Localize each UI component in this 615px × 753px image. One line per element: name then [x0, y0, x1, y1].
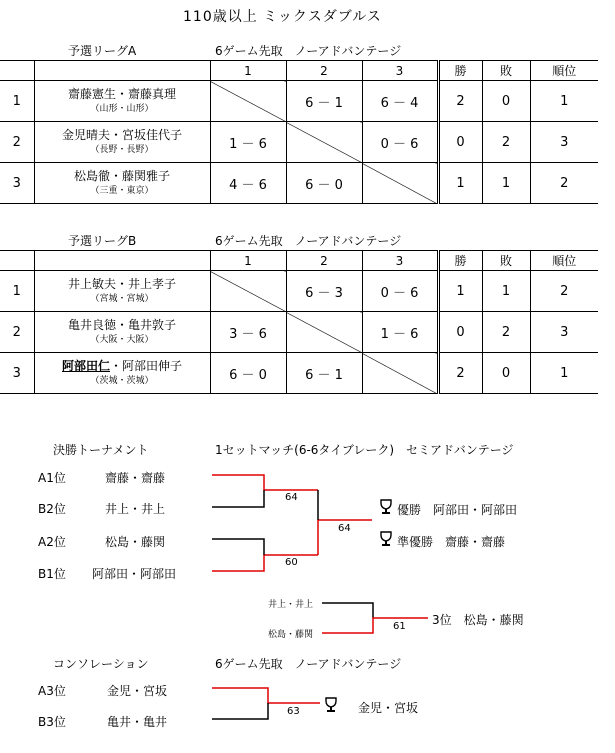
sf2-loser-line: [212, 539, 264, 555]
losses: 0: [482, 81, 530, 122]
col-1: 1: [210, 61, 286, 81]
row-no: 1: [0, 81, 34, 122]
champion-trophy-icon: [381, 500, 391, 514]
players: 井上敏夫・井上孝子: [67, 277, 176, 291]
league-b-rule: 6ゲーム先取 ノーアドバンテージ: [215, 234, 402, 248]
wins: 1: [438, 271, 482, 312]
third-top-team: 井上・井上: [268, 600, 314, 610]
players: 松島徹・藤関雅子: [73, 169, 170, 183]
cons-loser-line: [212, 703, 268, 719]
third-winner-line: [322, 618, 428, 633]
final-rule: 1セットマッチ(6-6タイブレーク) セミアドバンテージ: [215, 443, 514, 457]
runner-up-label: 準優勝 齋藤・齋藤: [397, 535, 506, 549]
col-loss: 敗: [482, 61, 530, 81]
players: 亀井良徳・亀井敦子: [67, 318, 176, 332]
row-no: 3: [0, 353, 34, 394]
final-score: 64: [338, 523, 351, 534]
col-rank: 順位: [530, 251, 598, 271]
wins: 1: [438, 163, 482, 204]
row-no: 3: [0, 163, 34, 204]
wins: 0: [438, 312, 482, 353]
players-highlight: 阿部田仁: [61, 359, 110, 373]
third-result: 3位 松島・藤関: [432, 613, 524, 627]
league-a-name: 予選リーグA: [68, 44, 137, 58]
third-bottom-team: 松島・藤関: [268, 630, 314, 640]
wins: 2: [438, 353, 482, 394]
losses: 2: [482, 122, 530, 163]
rank: 3: [530, 122, 598, 163]
losses: 2: [482, 312, 530, 353]
league-b-name: 予選リーグB: [68, 234, 137, 248]
runner-up-trophy-icon: [381, 532, 391, 546]
score: 0 － 6: [362, 122, 438, 163]
seed-label: A3位: [38, 684, 66, 698]
players-rest: ・阿部田伸子: [110, 359, 183, 373]
third-loser-line: [322, 603, 373, 618]
col-3: 3: [362, 251, 438, 271]
col-rank: 順位: [530, 61, 598, 81]
consolation-winner: 金児・宮坂: [358, 701, 419, 715]
final-name: 決勝トーナメント: [53, 443, 149, 457]
sf2-score: 60: [285, 557, 298, 568]
seed-label: A1位: [38, 471, 66, 485]
row-no: 2: [0, 312, 34, 353]
league-a-rule: 6ゲーム先取 ノーアドバンテージ: [215, 44, 402, 58]
region: （山形・山形）: [90, 104, 154, 114]
seed-label: B3位: [38, 715, 66, 729]
wins: 2: [438, 81, 482, 122]
sf1-score: 64: [285, 492, 298, 503]
players: 金児晴夫・宮坂佳代子: [61, 128, 182, 142]
rank: 2: [530, 163, 598, 204]
rank: 3: [530, 312, 598, 353]
col-2: 2: [286, 251, 362, 271]
seed-label: B1位: [38, 567, 66, 581]
seed-label: A2位: [38, 535, 66, 549]
score: 3 － 6: [210, 312, 286, 353]
rank: 2: [530, 271, 598, 312]
losses: 0: [482, 353, 530, 394]
score: 1 － 6: [210, 122, 286, 163]
region: （長野・長野）: [90, 145, 154, 155]
region: （茨城・茨城）: [90, 376, 154, 386]
team-label: 亀井・亀井: [107, 715, 168, 729]
sf1-loser-line: [212, 490, 264, 507]
score: 6 － 3: [286, 271, 362, 312]
score: 6 － 0: [210, 353, 286, 394]
third-score: 61: [393, 621, 406, 632]
region: （三重・東京）: [90, 186, 154, 196]
col-2: 2: [286, 61, 362, 81]
champion-label: 優勝 阿部田・阿部田: [397, 503, 518, 517]
row-no: 2: [0, 122, 34, 163]
region: （宮城・宮城）: [90, 294, 154, 304]
score: 6 － 1: [286, 353, 362, 394]
team-label: 井上・井上: [105, 502, 166, 516]
team-label: 金児・宮坂: [107, 684, 168, 698]
team-label: 松島・藤関: [105, 535, 166, 549]
seed-label: B2位: [38, 502, 66, 516]
consolation-name: コンソレーション: [53, 657, 149, 671]
score: 6 － 0: [286, 163, 362, 204]
team-label: 阿部田・阿部田: [92, 567, 177, 581]
players: 齋藤憲生・齋藤真理: [67, 87, 176, 101]
rank: 1: [530, 353, 598, 394]
losses: 1: [482, 271, 530, 312]
col-win: 勝: [438, 61, 482, 81]
col-win: 勝: [438, 251, 482, 271]
wins: 0: [438, 122, 482, 163]
consolation-rule: 6ゲーム先取 ノーアドバンテージ: [215, 657, 402, 671]
row-no: 1: [0, 271, 34, 312]
team-label: 齋藤・齋藤: [105, 471, 166, 485]
losses: 1: [482, 163, 530, 204]
region: （大阪・大阪）: [90, 335, 154, 345]
page-title: 110歳以上 ミックスダブルス: [183, 9, 382, 25]
col-loss: 敗: [482, 251, 530, 271]
rank: 1: [530, 81, 598, 122]
consolation-trophy-icon: [326, 698, 336, 712]
consolation-score: 63: [287, 706, 300, 717]
score: 6 － 4: [362, 81, 438, 122]
cons-winner-line: [212, 688, 320, 703]
score: 4 － 6: [210, 163, 286, 204]
col-3: 3: [362, 61, 438, 81]
score: 6 － 1: [286, 81, 362, 122]
score: 0 － 6: [362, 271, 438, 312]
col-1: 1: [210, 251, 286, 271]
sf1-winner-line: [212, 475, 318, 490]
score: 1 － 6: [362, 312, 438, 353]
sf2-winner-line: [212, 555, 318, 571]
